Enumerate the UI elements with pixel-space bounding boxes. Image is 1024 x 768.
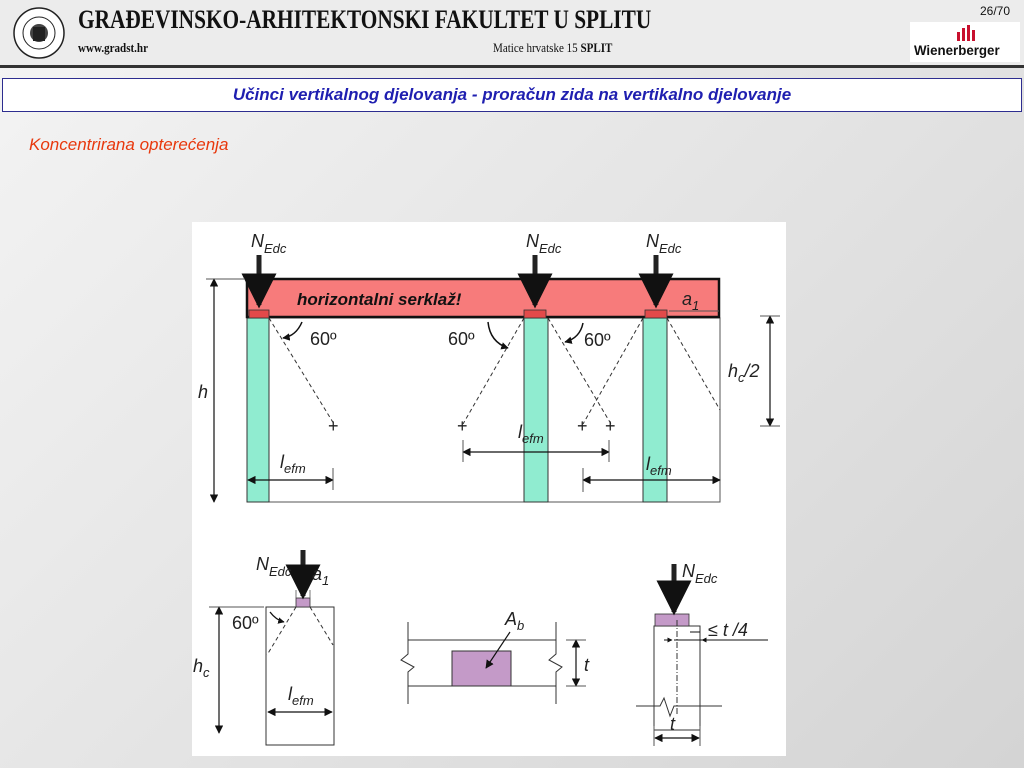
svg-text:60º: 60º <box>310 329 337 349</box>
cross-section-eccentricity <box>636 561 768 746</box>
brand-name: Wienerberger <box>914 42 1000 58</box>
concentrated-load-diagram <box>192 222 786 756</box>
svg-text:hc/2: $h_c/2$ <box>728 361 760 385</box>
address-street: Matice hrvatske 15 <box>493 40 581 55</box>
bearing-area <box>452 651 511 686</box>
svg-text:t: t <box>670 714 676 734</box>
university-seal-icon <box>13 7 65 59</box>
svg-text:a1: $a_1$ <box>312 564 330 588</box>
figure-panel <box>192 222 786 756</box>
svg-text:60º: 60º <box>448 329 475 349</box>
svg-text:NEdc: $N_{Edc}$ <box>682 561 718 586</box>
bond-beam-label: horizontalni serklaž! <box>297 290 462 309</box>
svg-text:NEdc: $N_{Edc}$ <box>646 231 682 256</box>
website-link[interactable]: www.gradst.hr <box>78 40 148 55</box>
svg-text:NEdc: $N_{Edc}$ <box>251 231 287 256</box>
slide-title: Učinci vertikalnog djelovanja - proračun zida na vertikalno djelovanje <box>232 85 792 104</box>
column-left <box>247 318 269 502</box>
svg-text:lefm: $l_{efm}$ <box>280 452 306 476</box>
page-number: 26/70 <box>979 4 1010 18</box>
svg-text:Ab: $A_b$ <box>505 609 525 633</box>
title-bar <box>2 78 1022 112</box>
slide-subtitle: Koncentrirana opterećenja <box>29 135 229 154</box>
svg-text:lefm: $l_{efm}$ <box>646 454 672 478</box>
a1-label: $a_1$ <box>682 289 700 313</box>
svg-text:+: + <box>328 416 339 436</box>
hc-half-dimension <box>728 316 780 426</box>
svg-text:60º: 60º <box>584 330 611 350</box>
plan-bearing-area <box>401 609 590 704</box>
h-dimension <box>198 279 245 502</box>
bearing-pad-middle <box>524 310 546 318</box>
faculty-title: GRAĐEVINSKO-ARHITEKTONSKI FAKULTET U SPLITU <box>78 5 652 34</box>
bearing-pad-right <box>645 310 667 318</box>
svg-text:60º: 60º <box>232 613 259 633</box>
svg-text:h: h <box>198 382 209 402</box>
svg-text:t: t <box>584 655 590 675</box>
header <box>0 0 1024 68</box>
svg-text:+: + <box>577 416 588 436</box>
wall-section-detail <box>193 550 334 745</box>
address <box>493 40 612 56</box>
svg-text:NEdc: $N_{Edc}$ <box>526 231 562 256</box>
svg-text:+: + <box>457 416 468 436</box>
bearing-pad-left <box>249 310 269 318</box>
brand-logo <box>910 22 1020 62</box>
svg-text:lefm: $l_{efm}$ <box>518 422 544 446</box>
svg-text:lefm: $l_{efm}$ <box>288 684 314 708</box>
svg-text:+: + <box>605 416 616 436</box>
wall-elevation <box>198 231 780 502</box>
header-divider <box>0 65 1024 68</box>
svg-text:≤ t /4: ≤ t /4 <box>708 620 748 640</box>
svg-text:NEdc: $N_{Edc}$ <box>256 554 292 579</box>
bearing-plate <box>296 598 310 607</box>
svg-text:hc: $h_c$ <box>193 656 210 680</box>
column-middle <box>524 318 548 502</box>
wienerberger-logo-icon <box>955 25 975 41</box>
address-city: SPLIT <box>580 40 613 55</box>
